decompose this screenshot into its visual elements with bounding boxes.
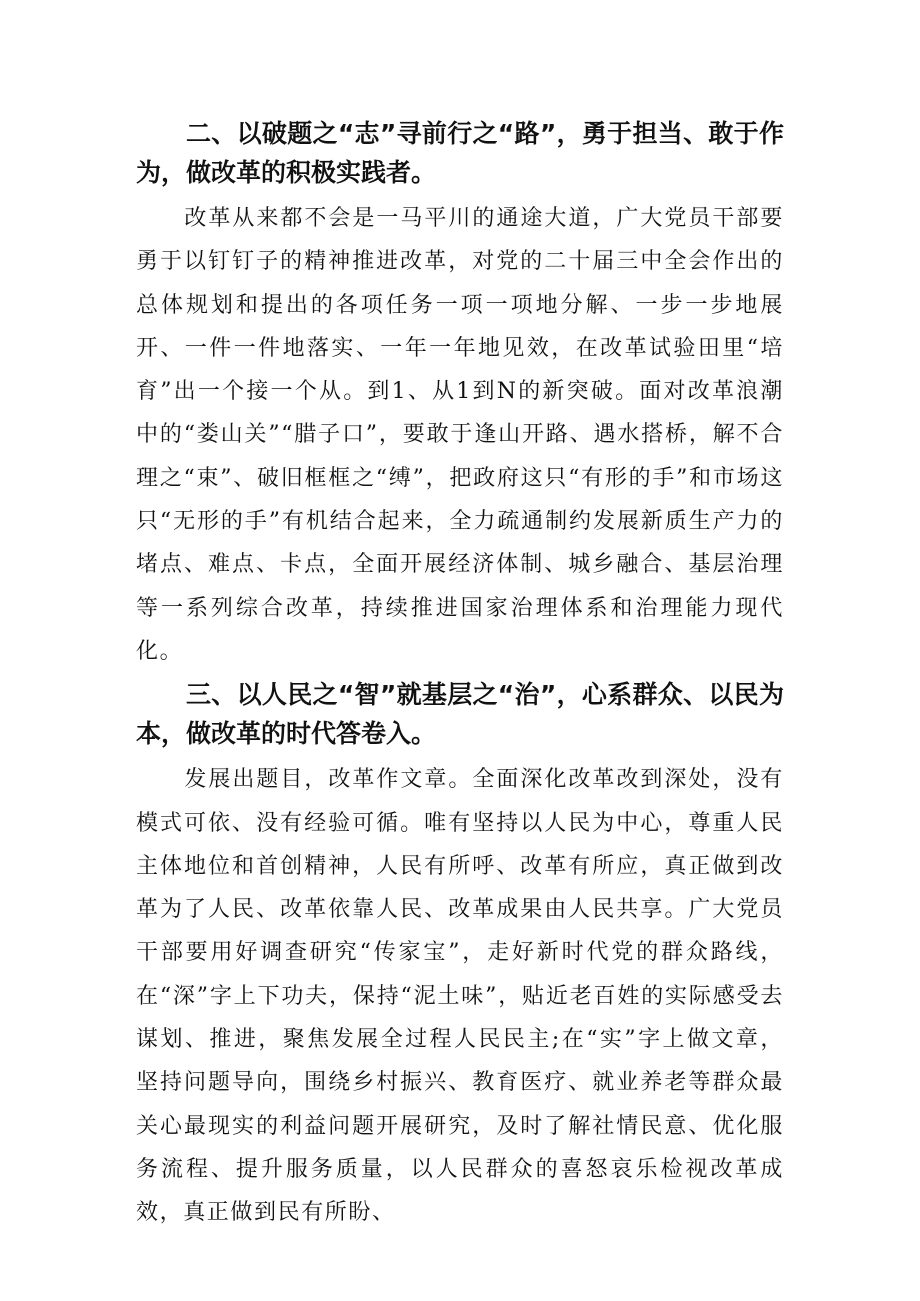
section-paragraph: 改革从来都不会是一马平川的通途大道，广大党员干部要勇于以钉钉子的精神推进改革，对党的二十届三中全会作出的总体规划和提出的各项任务一项一项地分解、一步一步地展开、一件一件地落实、一年一年地见效，在改革试验田里“培育”出一个接一个从。到1、从1到N的新突破。面对改革浪潮中的“娄山关”“腊子口”，要敢于逢山开路、遇水搭桥，解不合理之“束”、破旧框框之“缚”，把政府这只“有形的手”和市场这只“无形的手”有机结合起来，全力疏通制约发展新质生产力的堵点、难点、卡点，全面开展经济体制、城乡融合、基层治理等一系列综合改革，持续推进国家治理体系和治理能力现代化。 (136, 206, 784, 664)
section-three (136, 675, 784, 1234)
section-two (136, 114, 784, 673)
section-heading: 二、以破题之“志”寻前行之“路”，勇于担当、敢于作为，做改革的积极实践者。 (136, 119, 784, 187)
document-page (136, 114, 784, 1235)
section-paragraph: 发展出题目，改革作文章。全面深化改革改到深处，没有模式可依、没有经验可循。唯有坚持以人民为中心，尊重人民主体地位和首创精神，人民有所呼、改革有所应，真正做到改革为了人民、改革依靠人民、改革成果由人民共享。广大党员干部要用好调查研究“传家宝”，走好新时代党的群众路线，在“深”字上下功夫，保持“泥土味”，贴近老百姓的实际感受去谋划、推进，聚焦发展全过程人民民主;在“实”字上做文章，坚持问题导向，围绕乡村振兴、教育医疗、就业养老等群众最关心最现实的利益问题开展研究，及时了解社情民意、优化服务流程、提升服务质量，以人民群众的喜怒哀乐检视改革成效，真正做到民有所盼、 (136, 767, 784, 1226)
section-heading: 三、以人民之“智”就基层之“治”，心系群众、以民为本，做改革的时代答卷入。 (136, 680, 784, 749)
